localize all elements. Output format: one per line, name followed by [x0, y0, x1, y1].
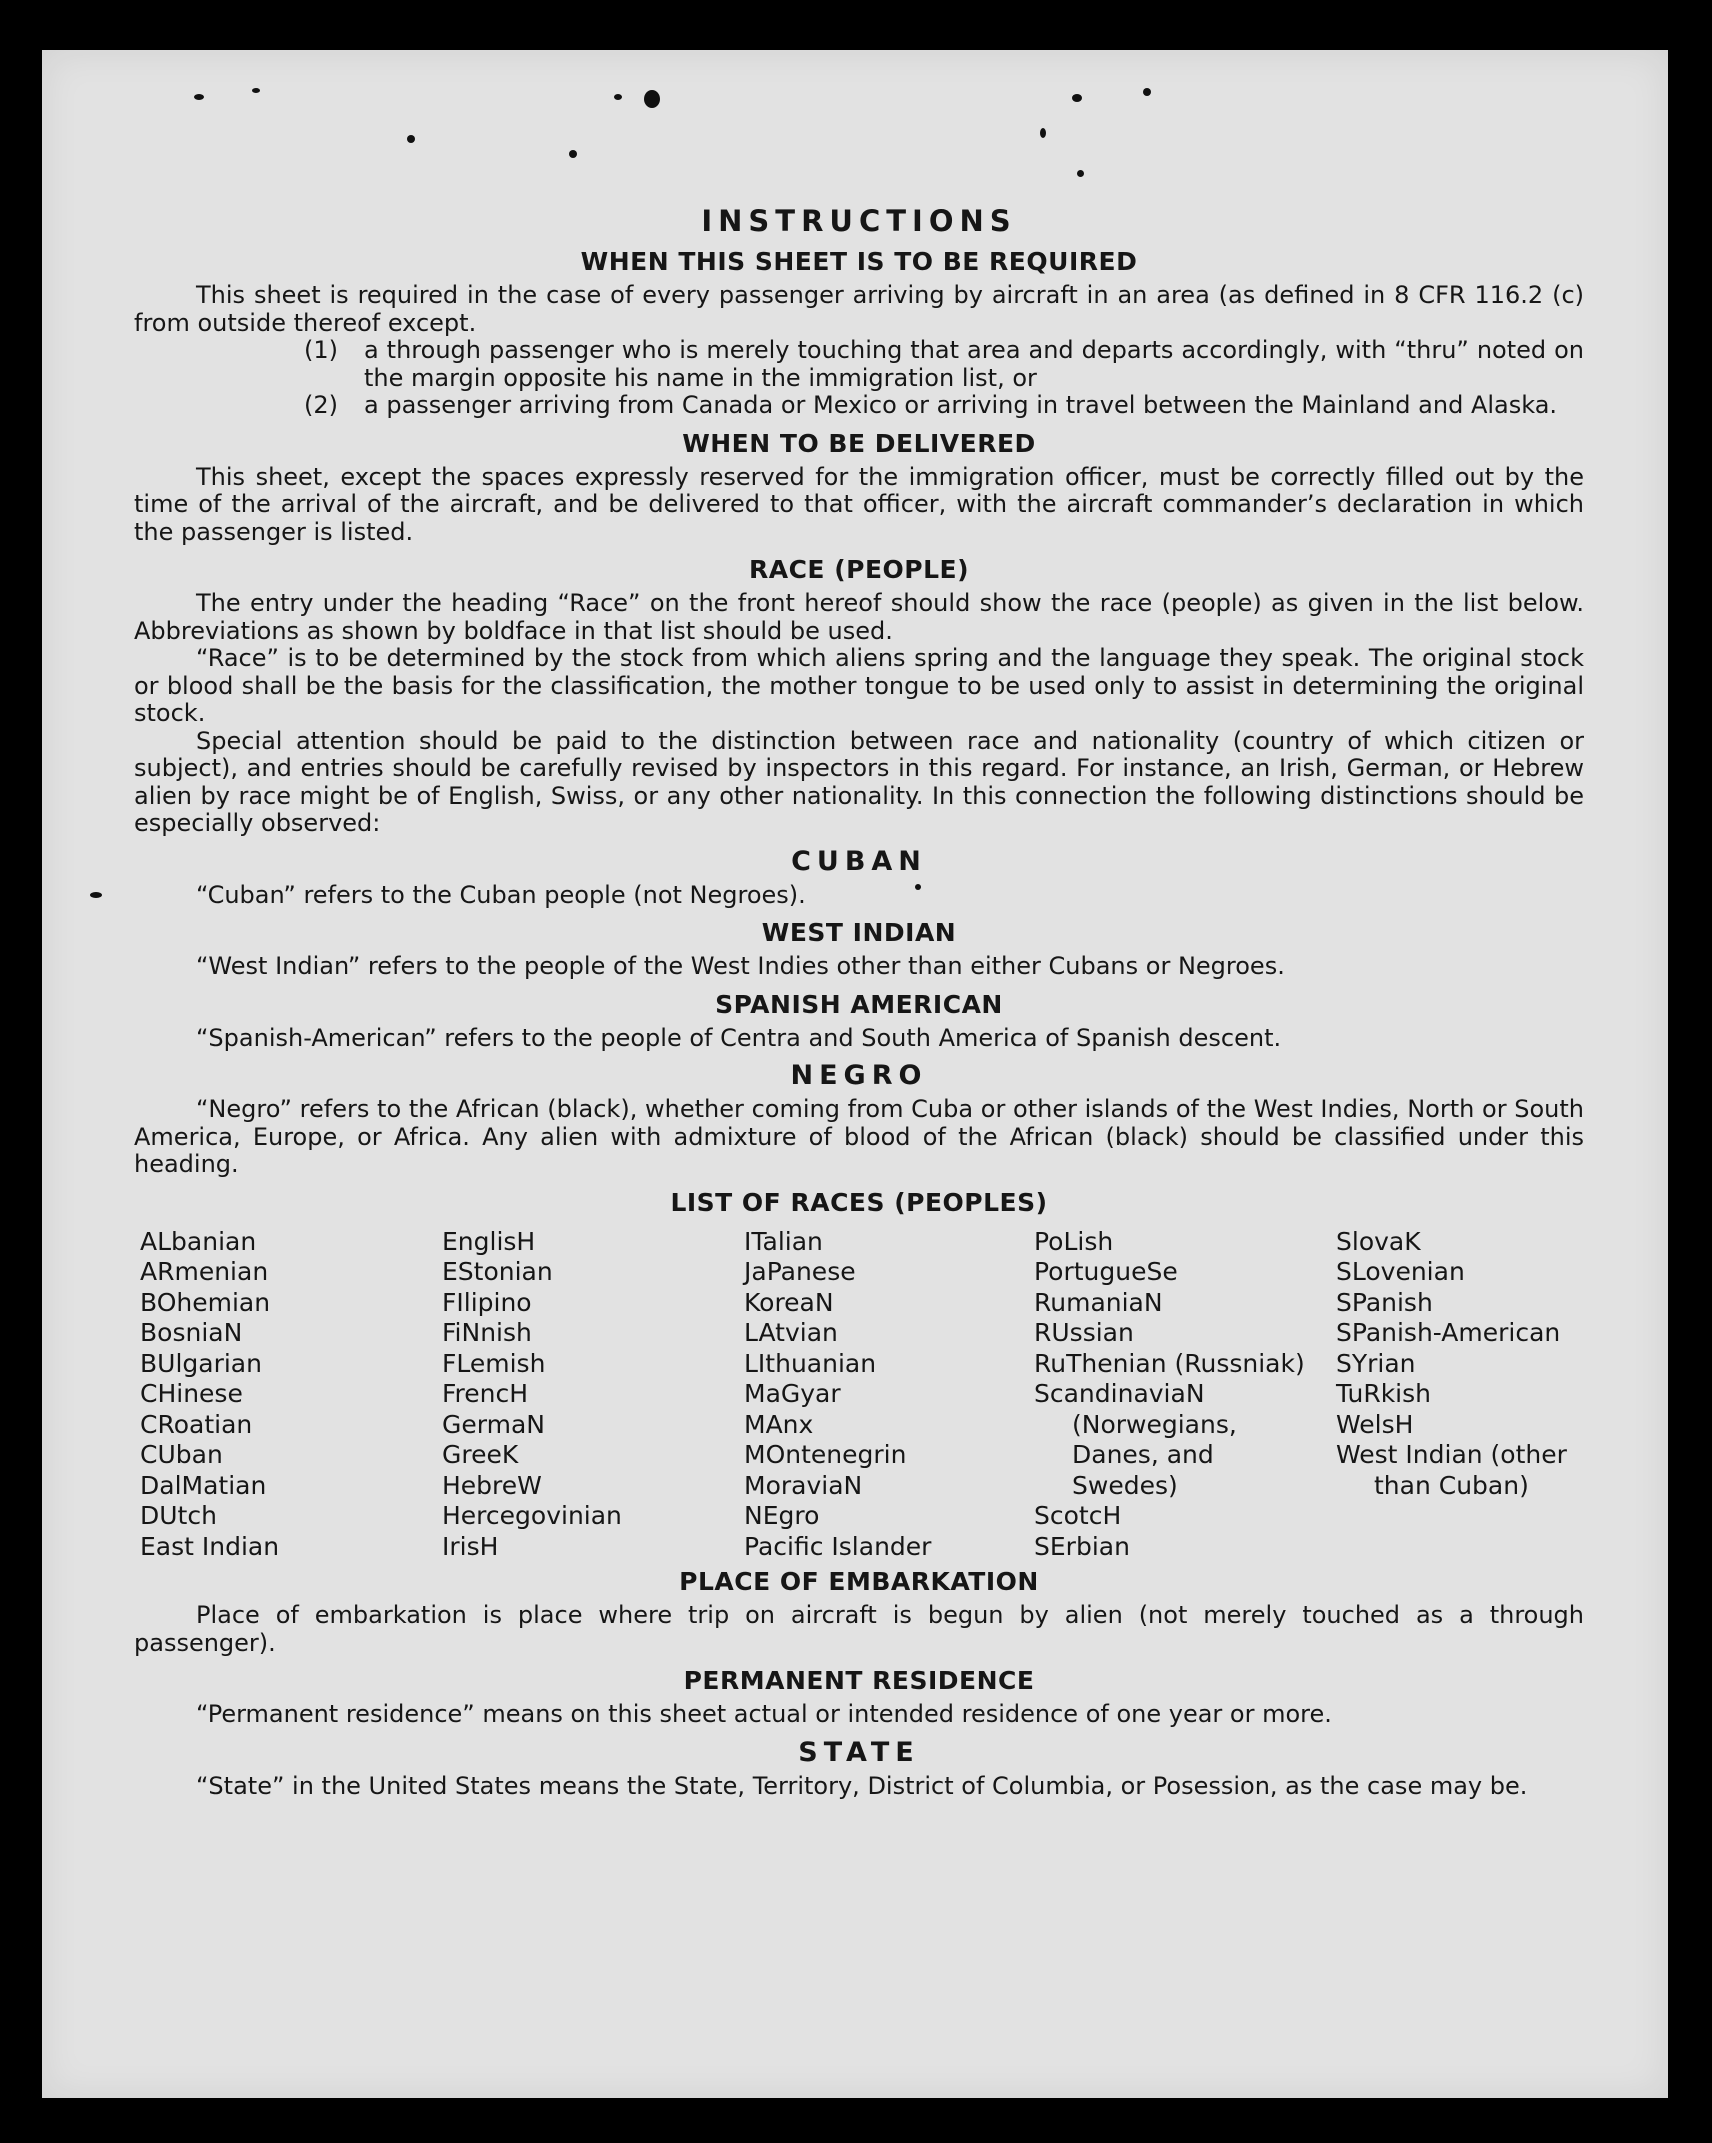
race-entry: ALbanian — [140, 1226, 257, 1256]
section-heading-when-delivered: WHEN TO BE DELIVERED — [682, 428, 1036, 458]
scan-speck — [644, 90, 660, 108]
race-entry-note: (Norwegians, — [1072, 1409, 1237, 1439]
race-entry: CUban — [140, 1440, 223, 1469]
race-entry: ARmenian — [140, 1257, 269, 1286]
section-heading-residence: PERMANENT RESIDENCE — [683, 1666, 1035, 1695]
race-entry: Hercegovinian — [442, 1501, 622, 1530]
scan-speck — [194, 94, 204, 100]
race-entry: TuRkish — [1336, 1379, 1431, 1408]
race-entry: EnglisH — [442, 1226, 536, 1256]
race-entry: JaPanese — [744, 1257, 856, 1286]
race-entry: FLemish — [442, 1348, 546, 1378]
section-heading-when-required: WHEN THIS SHEET IS TO BE REQUIRED — [580, 247, 1138, 276]
scan-speck — [252, 88, 260, 93]
race-entry: BosniaN — [140, 1318, 243, 1347]
section-heading-race: RACE (PEOPLE) — [748, 555, 970, 584]
races-column-5 — [1336, 1227, 1596, 1563]
race-entry: NEgro — [744, 1501, 820, 1530]
race-entry: SYrian — [1336, 1348, 1416, 1378]
race-entry: MAnx — [744, 1409, 814, 1439]
state-text: “State” in the United States means the State, Territory, District of Columbia, or Posession, as the case may be. — [196, 1771, 1528, 1800]
race-entry: FIlipino — [442, 1287, 532, 1317]
races-column-3 — [744, 1227, 1034, 1563]
race-entry: SlovaK — [1336, 1226, 1421, 1256]
race-entry: PoLish — [1034, 1226, 1114, 1256]
race-entry: KoreaN — [744, 1287, 834, 1317]
races-column-2 — [442, 1227, 744, 1563]
race-entry-note: Danes, and — [1072, 1440, 1214, 1469]
race-entry: SPanish-American — [1336, 1318, 1561, 1347]
races-list — [134, 1227, 1584, 1563]
section-heading-state: STATE — [798, 1736, 920, 1768]
scan-speck — [1040, 128, 1046, 138]
page-title: INSTRUCTIONS — [701, 204, 1017, 238]
race-paragraph-3: Special attention should be paid to the distinction between race and nationality (country of which citizen or subject), and entries should be carefully revised by inspectors in this regard. For instance, an Irish, German, or Hebrew alien by race might be of English, Swiss, or any other nationality. In this connection the following distinctions should be especially observed: — [134, 726, 1584, 837]
spanish-american-text: “Spanish-American” refers to the people of Centra and South America of Spanish descent. — [196, 1023, 1282, 1052]
cuban-text: “Cuban” refers to the Cuban people (not Negroes). — [196, 880, 806, 909]
instructions-content — [134, 200, 1584, 1800]
race-entry: GreeK — [442, 1440, 519, 1469]
race-entry: CHinese — [140, 1379, 243, 1408]
race-entry-note: than Cuban) — [1374, 1470, 1529, 1500]
race-entry: RUssian — [1034, 1318, 1134, 1347]
race-entry: MoraviaN — [744, 1470, 863, 1500]
scan-speck — [614, 94, 622, 100]
race-entry: CRoatian — [140, 1409, 253, 1439]
scan-speck — [407, 135, 415, 143]
race-entry: LAtvian — [744, 1318, 838, 1347]
race-entry: MaGyar — [744, 1379, 841, 1408]
race-entry: Pacific Islander — [744, 1531, 932, 1561]
race-entry: DalMatian — [140, 1470, 267, 1500]
races-column-4 — [1034, 1227, 1336, 1563]
scan-speck — [1143, 88, 1151, 96]
race-entry: BUlgarian — [140, 1348, 262, 1378]
race-entry: ITalian — [744, 1226, 823, 1256]
west-indian-text: “West Indian” refers to the people of the West Indies other than either Cubans or Negroes. — [196, 952, 1285, 980]
race-entry: RumaniaN — [1034, 1287, 1163, 1317]
race-entry: EStonian — [442, 1257, 553, 1286]
race-entry: SPanish — [1336, 1287, 1433, 1317]
embarkation-text: Place of embarkation is place where trip on aircraft is begun by alien (not merely touched as a through passenger). — [134, 1601, 1584, 1657]
section-heading-cuban: CUBAN — [791, 845, 927, 877]
race-entry: IrisH — [442, 1531, 499, 1561]
scan-speck — [1077, 170, 1084, 177]
list-item: (2) a passenger arriving from Canada or Mexico or arriving in travel between the Mainland and Alaska. — [304, 391, 1558, 419]
race-entry: ScandinaviaN — [1034, 1379, 1205, 1408]
list-item: (1) a through passenger who is merely touching that area and departs accordingly, with “thru” noted on the margin opposite his name in the immigration list, or — [304, 336, 1584, 392]
race-entry: GermaN — [442, 1409, 545, 1439]
scan-speck — [569, 150, 577, 158]
scan-speck — [1072, 94, 1082, 102]
race-entry: RuThenian (Russniak) — [1034, 1348, 1305, 1378]
section-heading-west-indian: WEST INDIAN — [761, 918, 957, 947]
race-entry: BOhemian — [140, 1287, 271, 1317]
section-heading-negro: NEGRO — [790, 1060, 928, 1091]
negro-text: “Negro” refers to the African (black), whether coming from Cuba or other islands of the West Indies, North or South America, Europe, or Africa. Any alien with admixture of blood of the African (black) should be classified under this heading. — [134, 1095, 1584, 1178]
race-entry-note: Swedes) — [1072, 1470, 1178, 1500]
race-entry: West Indian (other — [1336, 1440, 1567, 1469]
residence-text: “Permanent residence” means on this sheet actual or intended residence of one year or more. — [196, 1700, 1332, 1728]
race-entry: MOntenegrin — [744, 1440, 907, 1469]
races-column-1 — [140, 1227, 442, 1563]
section-heading-list-of-races: LIST OF RACES (PEOPLES) — [670, 1187, 1048, 1217]
race-entry: WelsH — [1336, 1409, 1414, 1439]
race-entry: FrencH — [442, 1379, 529, 1408]
race-entry: SErbian — [1034, 1531, 1130, 1561]
section-heading-embarkation: PLACE OF EMBARKATION — [679, 1567, 1039, 1596]
race-entry: ScotcH — [1034, 1501, 1122, 1530]
race-entry: PortugueSe — [1034, 1257, 1178, 1286]
when-required-intro: This sheet is required in the case of every passenger arriving by aircraft in an area (as defined in 8 CFR 116.2 (c) from outside thereof except. — [134, 281, 1584, 337]
race-paragraph-2: “Race” is to be determined by the stock from which aliens spring and the language they speak. The original stock or blood shall be the basis for the classification, the mother tongue to be used only to assist in determining the original stock. — [134, 644, 1584, 727]
race-entry: LIthuanian — [744, 1348, 877, 1378]
race-entry: SLovenian — [1336, 1257, 1465, 1286]
when-delivered-text: This sheet, except the spaces expressly reserved for the immigration officer, must be correctly filled out by the time of the arrival of the aircraft, and be delivered to that officer, with the aircraft commander’s declaration in which the passenger is listed. — [134, 462, 1584, 546]
scan-speck — [90, 892, 102, 898]
document-page — [42, 50, 1668, 2098]
race-entry: HebreW — [442, 1470, 542, 1500]
race-entry: FiNnish — [442, 1318, 532, 1347]
race-entry: East Indian — [140, 1531, 280, 1561]
race-entry: DUtch — [140, 1501, 217, 1530]
section-heading-spanish-american: SPANISH AMERICAN — [715, 989, 1003, 1019]
race-paragraph-1: The entry under the heading “Race” on the front hereof should show the race (people) as given in the list below. Abbreviations as shown by boldface in that list should be used. — [134, 589, 1584, 645]
